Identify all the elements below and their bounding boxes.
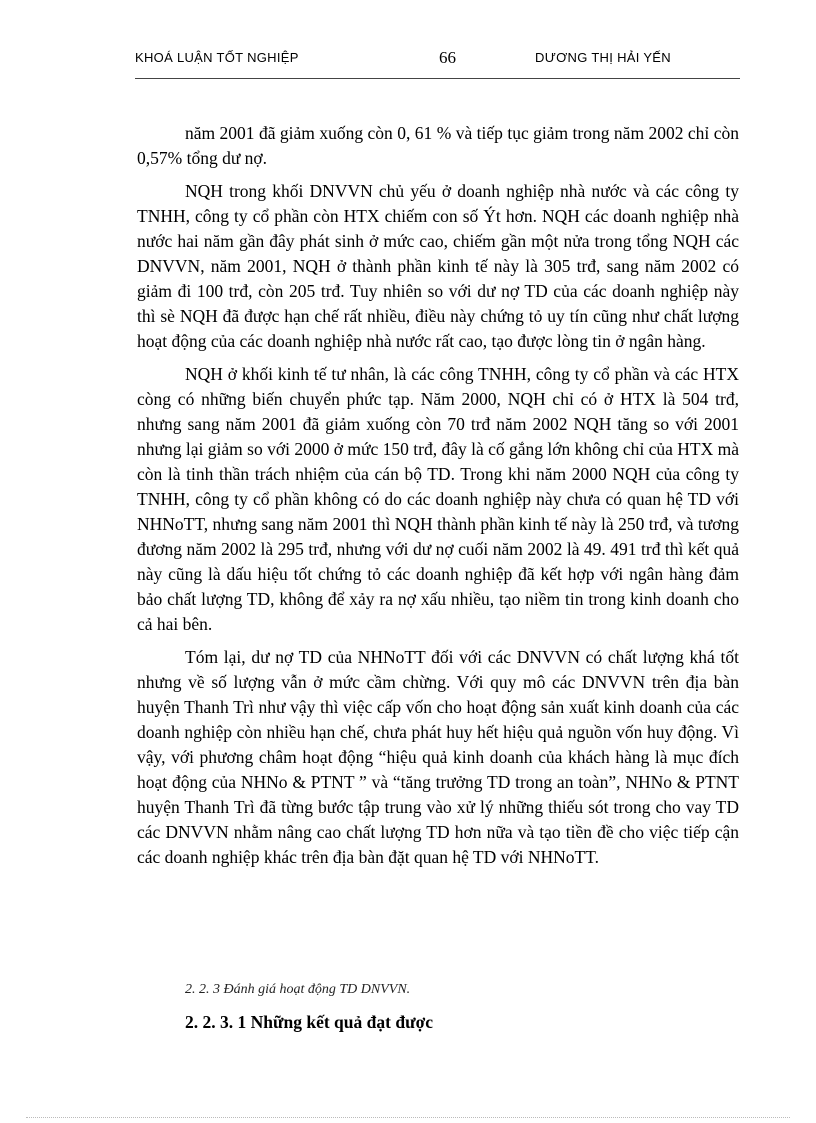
- paragraph-2: NQH trong khối DNVVN chủ yếu ở doanh nghiệp nhà nước và các công ty TNHH, công ty cổ phần còn HTX chiếm con số Ýt hơn. NQH các doanh nghiệp nhà nước hai năm gần đây phát sinh ở mức cao, chiếm gần một nửa trong tổng NQH các DNVVN, năm 2001, NQH ở thành phần kinh tế này là 305 trđ, sang năm 2002 có giảm đi 100 trđ, còn 205 trđ. Tuy nhiên so với dư nợ TD của các doanh nghiệp này thì sè NQH đã được hạn chế rất nhiều, điều này chứng tỏ uy tín cũng như chất lượng hoạt động của các doanh nghiệp nhà nước rất cao, tạo được lòng tin ở ngân hàng.: [137, 181, 739, 351]
- page-bottom-divider: [26, 1117, 790, 1118]
- section-heading: 2. 2. 3. 1 Những kết quả đạt được: [185, 1012, 434, 1032]
- page-body: [137, 121, 739, 878]
- paragraph-3: NQH ở khối kinh tế tư nhân, là các công TNHH, công ty cổ phần và các HTX còng có những biến chuyển phức tạp. Năm 2000, NQH chỉ có ở HTX là 504 trđ, nhưng sang năm 2001 đã giảm xuống còn 70 trđ năm 2002 NQH tăng so với 2001 nhưng lại giảm so với 2000 ở mức 150 trđ, đây là cố gắng lớn không chỉ của HTX mà còn là tinh thần trách nhiệm của cán bộ TD. Trong khi năm 2000 NQH của công ty TNHH, công ty cổ phần không có do các doanh nghiệp này chưa có quan hệ TD với NHNoTT, nhưng sang năm 2001 thì NQH thành phần kinh tế này là 250 trđ, và tương đương năm 2002 là 295 trđ, nhưng với dư nợ cuối năm 2002 là 49. 491 trđ thì kết quả này cũng là dấu hiệu tốt chứng tỏ các doanh nghiệp đã kết hợp với ngân hàng đảm bảo chất lượng TD, không để xảy ra nợ xấu nhiều, tạo niềm tin trong kinh doanh cho cả hai bên.: [137, 364, 739, 634]
- page-number: 66: [439, 48, 456, 67]
- paragraph-4: Tóm lại, dư nợ TD của NHNoTT đối với các DNVVN có chất lượng khá tốt nhưng về số lượng vẫn ở mức cầm chừng. Với quy mô các DNVVN trên địa bàn huyện Thanh Trì như vậy thì việc cấp vốn cho hoạt động sản xuất kinh doanh của các doanh nghiệp còn nhiều hạn chế, chưa phát huy hết hiệu quả nguồn vốn huy động. Vì vậy, với phương châm hoạt động “hiệu quả kinh doanh của khách hàng là mục đích hoạt động của NHNo & PTNT ” và “tăng trưởng TD trong an toàn”, NHNo & PTNT huyện Thanh Trì đã từng bước tập trung vào xử lý những thiếu sót trong cho vay TD các DNVVN nhằm nâng cao chất lượng TD hơn nữa và tạo tiền đề cho việc tiếp cận các doanh nghiệp khác trên địa bàn đặt quan hệ TD với NHNoTT.: [137, 647, 739, 867]
- header-thesis-label: KHOÁ LUẬN TỐT NGHIỆP: [135, 50, 299, 65]
- section-subtitle: 2. 2. 3 Đánh giá hoạt động TD DNVVN.: [185, 982, 411, 997]
- header-author-name: DƯƠNG THỊ HẢI YẾN: [535, 50, 671, 65]
- page-header: [135, 44, 740, 79]
- paragraph-1: năm 2001 đã giảm xuống còn 0, 61 % và tiếp tục giảm trong năm 2002 chỉ còn 0,57% tổng dư nợ.: [137, 123, 739, 168]
